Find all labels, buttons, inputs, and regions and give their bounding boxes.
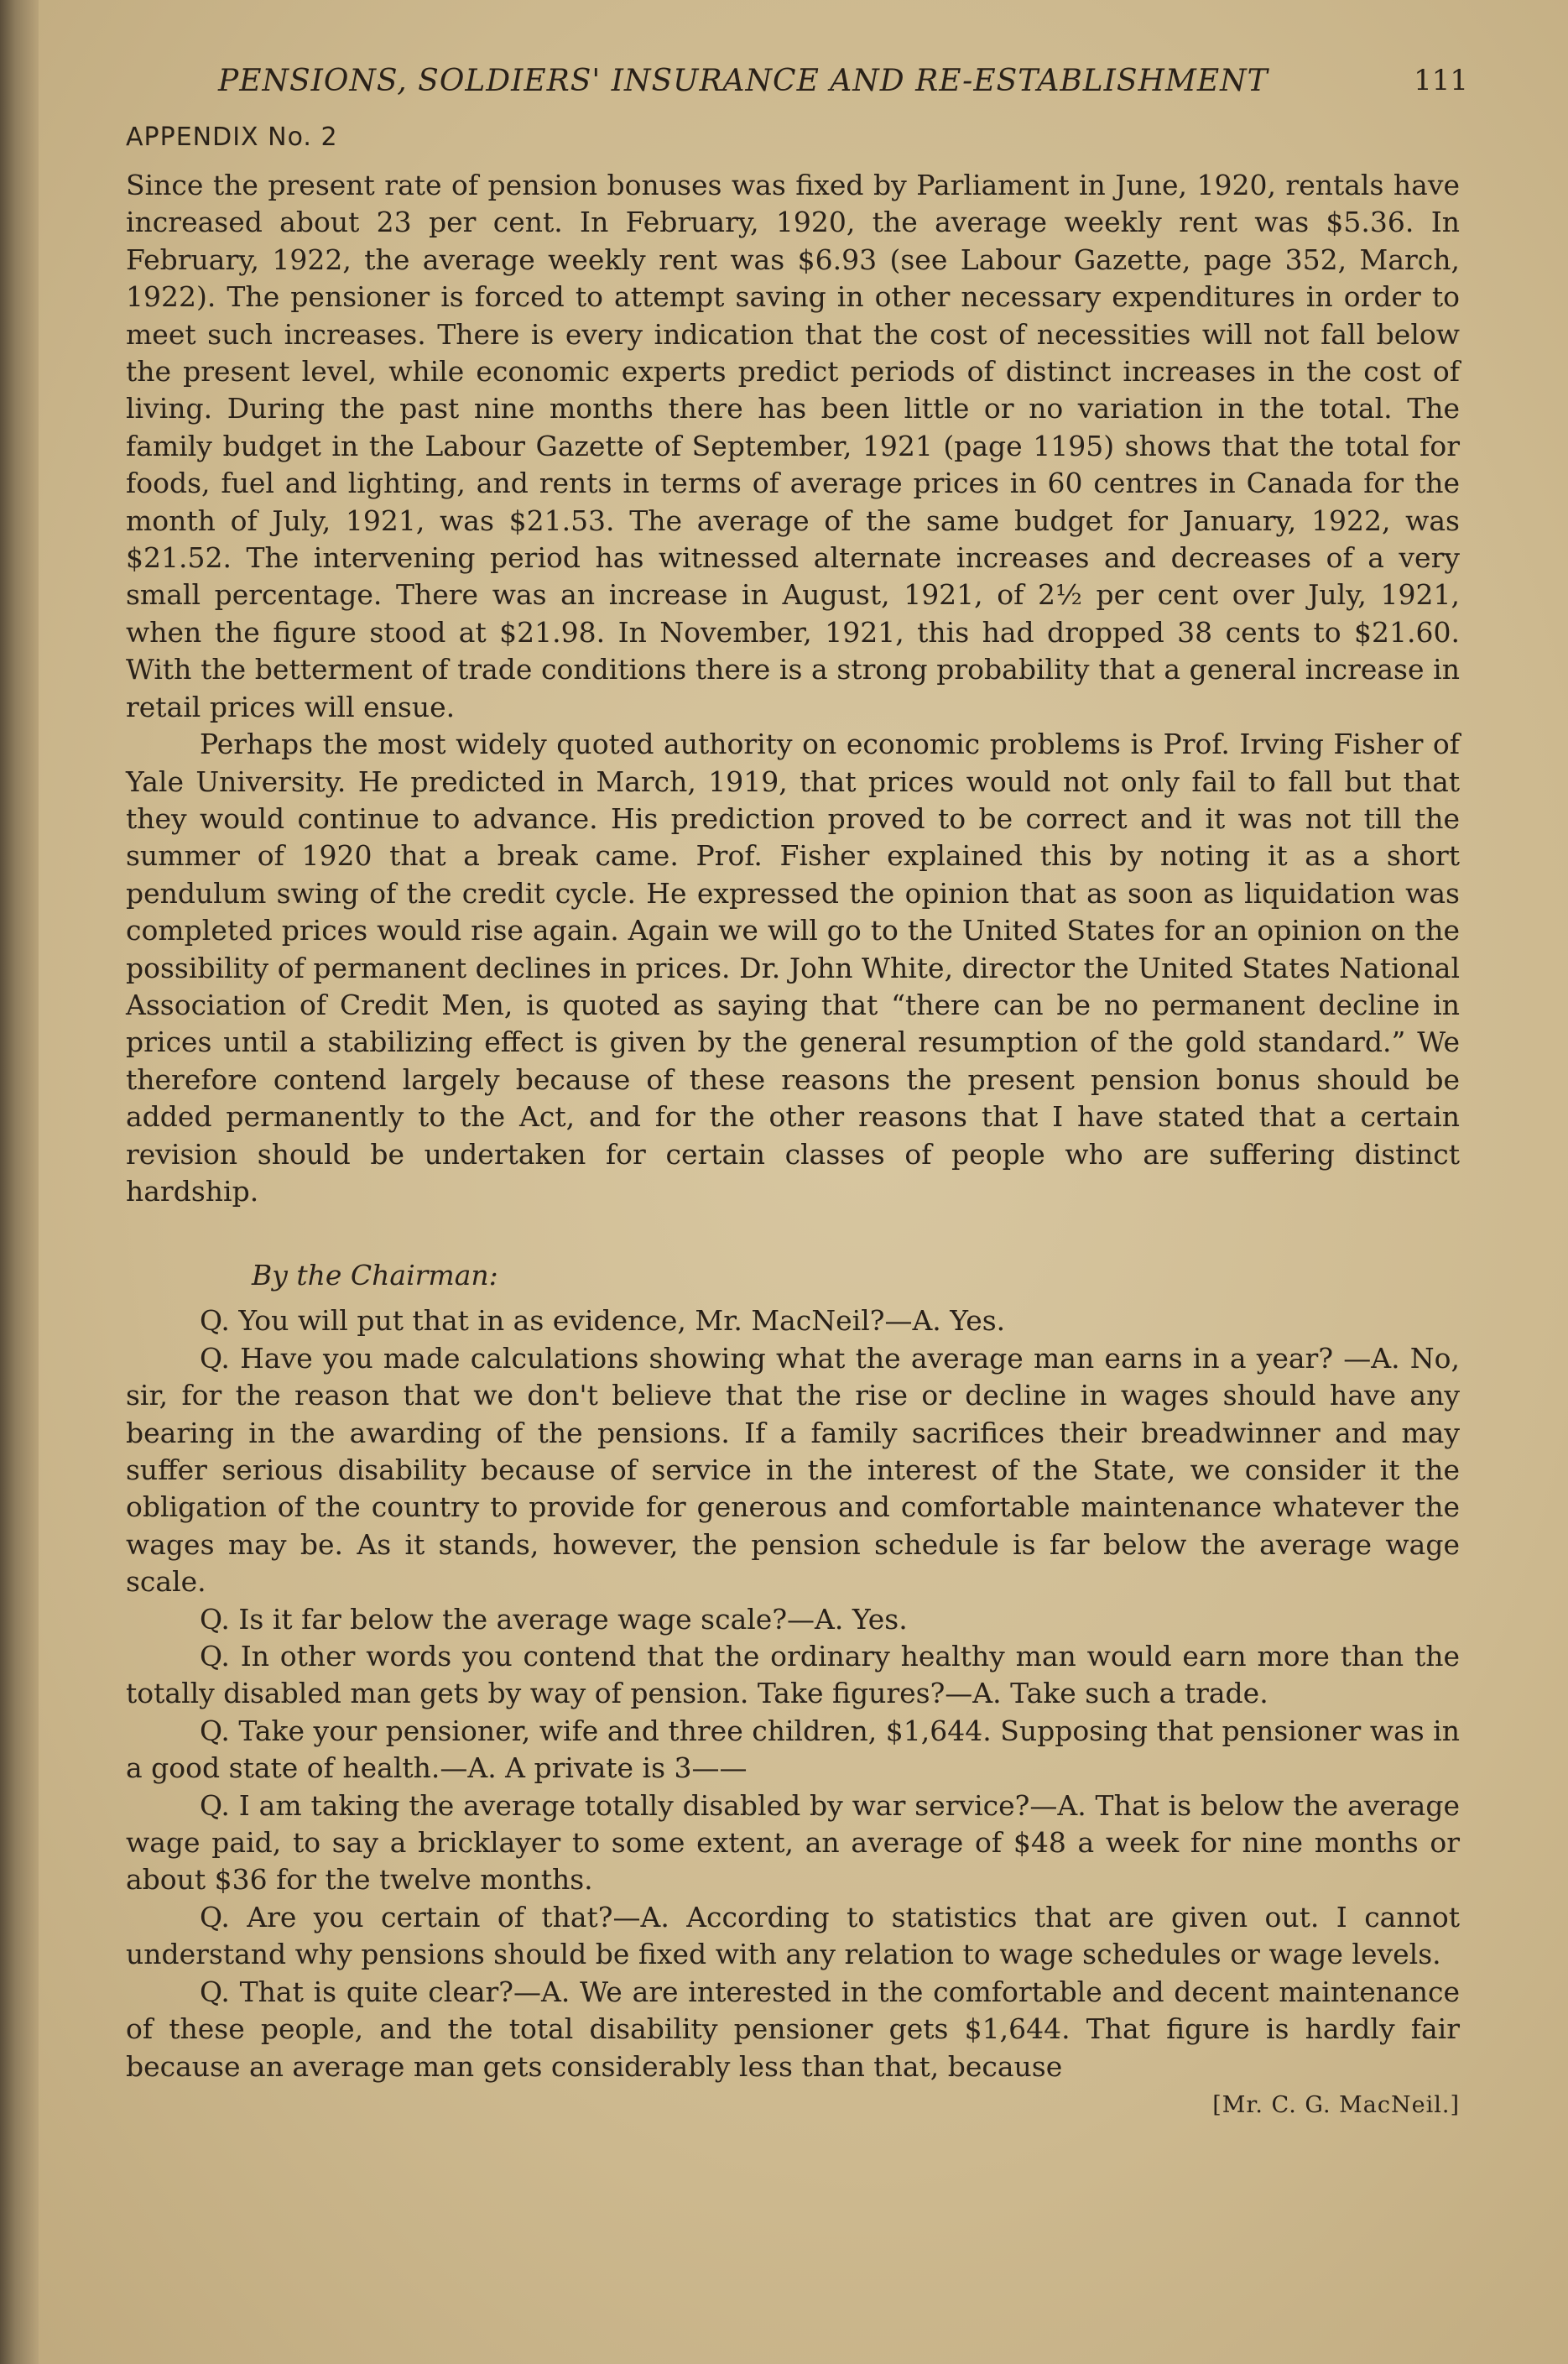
appendix-label: APPENDIX No. 2 [126, 123, 338, 152]
qa-item: Q. Are you certain of that?—A. According to statistics that are given out. I cannot understand why pensions should be fixed with any relation to wage schedules or wage levels. [126, 1900, 1460, 1971]
qa-item: Q. Have you made calculations showing what the average man earns in a year? —A. No, sir, for the reason that we don't believe that the rise or decline in wages should have any bearing in the awarding of the pensions. If a family sacrifices their breadwinner and may suffer serious disability because of service in the interest of the State, we consider it the obligation of the country to provide for generous and comfortable maintenance whatever the wages may be. As it stands, however, the pension schedule is far below the average wage scale. [126, 1341, 1460, 1599]
speaker-heading: By the Chairman: [252, 1259, 498, 1292]
binding-gutter [0, 0, 39, 2364]
qa-item: Q. In other words you contend that the ordinary healthy man would earn more than the totally disabled man gets by way of pension. Take figures?—A. Take such a trade. [126, 1640, 1460, 1710]
page-content [126, 59, 1468, 2118]
qa-item: Q. You will put that in as evidence, Mr. MacNeil?—A. Yes. [200, 1304, 1006, 1338]
qa-item: Q. That is quite clear?—A. We are interested in the comfortable and decent maintenance of these people, and the total disability pensioner gets $1,644. That figure is hardly fair because an average man gets considerably less than that, because [126, 1975, 1460, 2083]
qa-item: Q. I am taking the average totally disabled by war service?—A. That is below the average wage paid, to say a bricklayer to some extent, an average of $48 a week for nine months or about $36 for the twelve months. [126, 1788, 1460, 1897]
body-paragraph-1: Since the present rate of pension bonuses was fixed by Parliament in June, 1920, rentals have increased about 23 per cent. In February, 1920, the average weekly rent was $5.36. In February, 1922, the average weekly rent was $6.93 (see Labour Gazette, page 352, March, 1922). The pensioner is forced to attempt saving in other necessary expenditures in order to meet such increases. There is every indication that the cost of necessities will not fall below the present level, while economic experts predict periods of distinct increases in the cost of living. During the past nine months there has been little or no variation in the total. The family budget in the Labour Gazette of September, 1921 (page 1195) shows that the total for foods, fuel and lighting, and rents in terms of average prices in 60 centres in Canada for the month of July, 1921, was $21.53. The average of the same budget for January, 1922, was $21.52. The intervening period has witnessed alternate increases and decreases of a very small percentage. There was an increase in August, 1921, of 2½ per cent over July, 1921, when the figure stood at $21.98. In November, 1921, this had dropped 38 cents to $21.60. With the betterment of trade conditions there is a strong probability that a general increase in retail prices will ensue. [126, 169, 1460, 723]
page-number: 111 [1414, 64, 1468, 97]
qa-item: Q. Is it far below the average wage scale?—A. Yes. [200, 1602, 908, 1636]
running-title: PENSIONS, SOLDIERS' INSURANCE AND RE-ESTABLISHMENT [218, 64, 1268, 98]
qa-item: Q. Take your pensioner, wife and three children, $1,644. Supposing that pensioner was in a good state of health.—A. A private is 3—— [126, 1714, 1460, 1785]
body-paragraph-2: Perhaps the most widely quoted authority on economic problems is Prof. Irving Fisher of Yale University. He predicted in March, 1919, that prices would not only fail to fall but that they would continue to advance. His prediction proved to be correct and it was not till the summer of 1920 that a break came. Prof. Fisher explained this by noting it as a short pendulum swing of the credit cycle. He expressed the opinion that as soon as liquidation was completed prices would rise again. Again we will go to the United States for an opinion on the possibility of permanent declines in prices. Dr. John White, director the United States National Association of Credit Men, is quoted as saying that “there can be no permanent decline in prices until a stabilizing effect is given by the general resumption of the gold standard.” We therefore contend largely because of these reasons the present pension bonus should be added permanently to the Act, and for the other reasons that I have stated that a certain revision should be undertaken for certain classes of people who are suffering distinct hardship. [126, 728, 1460, 1208]
running-head [126, 59, 1468, 117]
speaker-signoff: [Mr. C. G. MacNeil.] [1212, 2091, 1460, 2118]
